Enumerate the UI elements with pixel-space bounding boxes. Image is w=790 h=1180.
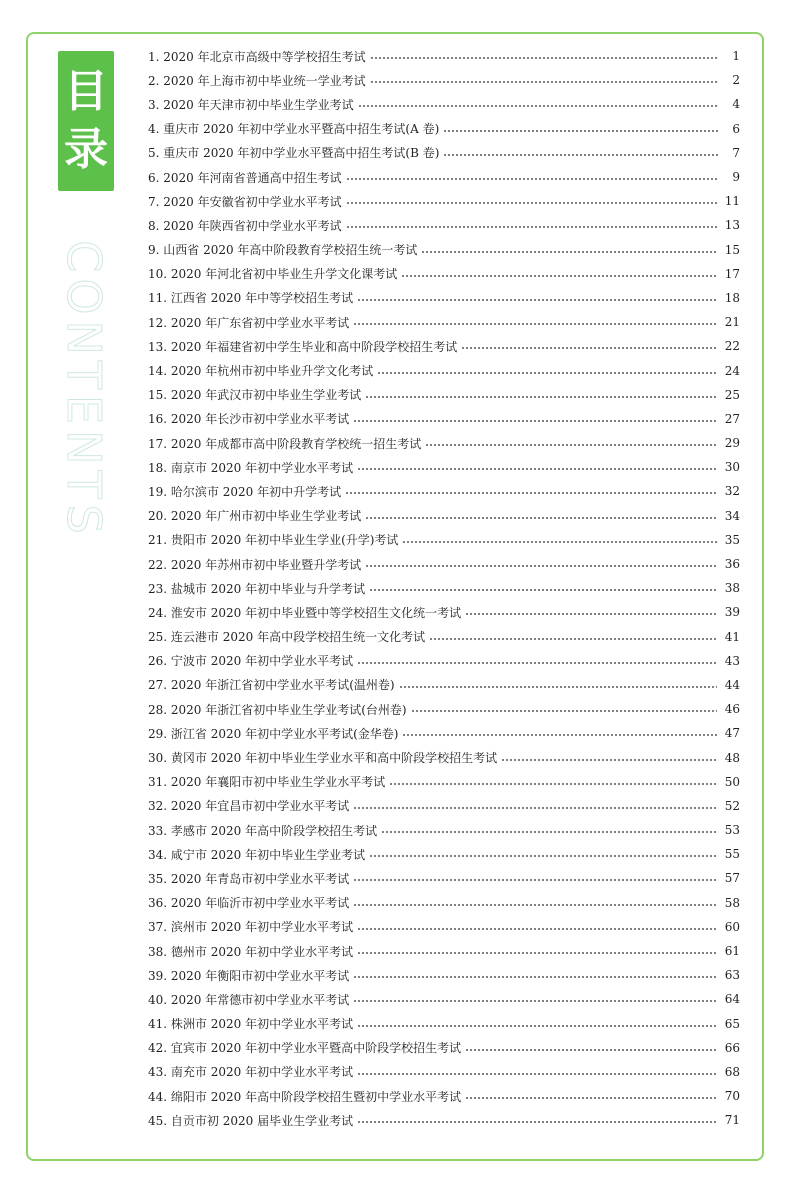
toc-entry[interactable] <box>148 576 740 600</box>
dot-leader <box>353 879 716 881</box>
dot-leader <box>465 613 717 615</box>
toc-entry-title: 18. 南京市 2020 年初中学业水平考试 <box>148 460 354 475</box>
toc-entry-page-number: 2 <box>732 73 740 88</box>
toc-entry[interactable] <box>148 600 740 624</box>
toc-entry-title: 28. 2020 年浙江省初中毕业生学业考试(台州卷) <box>148 702 407 717</box>
dot-leader <box>357 1025 717 1027</box>
toc-entry-title: 27. 2020 年浙江省初中学业水平考试(温州卷) <box>148 678 395 693</box>
toc-entry-page-number: 32 <box>724 484 740 499</box>
toc-entry-title: 5. 重庆市 2020 年初中学业水平暨高中招生考试(B 卷) <box>148 146 440 161</box>
toc-entry-page-number: 47 <box>724 726 740 741</box>
toc-entry[interactable] <box>148 1036 740 1060</box>
toc-entry[interactable] <box>148 963 740 987</box>
toc-entry[interactable] <box>148 1060 740 1084</box>
toc-entry-page-number: 18 <box>724 290 740 305</box>
toc-entry-page-number: 63 <box>724 968 740 983</box>
toc-entry-title: 14. 2020 年杭州市初中毕业升学文化考试 <box>148 364 374 379</box>
toc-entry-title: 42. 宜宾市 2020 年初中学业水平暨高中阶段学校招生考试 <box>148 1041 462 1056</box>
toc-entry-title: 44. 绵阳市 2020 年高中阶段学校招生暨初中学业水平考试 <box>148 1089 462 1104</box>
toc-title-char-1: 目 <box>64 66 108 117</box>
toc-entry-title: 19. 哈尔滨市 2020 年初中升学考试 <box>148 484 342 499</box>
toc-entry-title: 30. 黄冈市 2020 年初中毕业生学业水平和高中阶段学校招生考试 <box>148 751 498 766</box>
toc-entry[interactable] <box>148 770 740 794</box>
toc-entry[interactable] <box>148 141 740 165</box>
toc-entry-page-number: 9 <box>732 170 740 185</box>
toc-entry[interactable] <box>148 262 740 286</box>
dot-leader <box>402 541 716 543</box>
toc-entry-page-number: 30 <box>724 460 740 475</box>
dot-leader <box>370 81 718 83</box>
toc-entry[interactable] <box>148 310 740 334</box>
dot-leader <box>346 202 717 204</box>
toc-entry-page-number: 57 <box>724 871 740 886</box>
toc-entry-title: 7. 2020 年安徽省初中学业水平考试 <box>148 194 342 209</box>
toc-entry-title: 16. 2020 年长沙市初中学业水平考试 <box>148 412 350 427</box>
toc-entry-title: 40. 2020 年常德市初中学业水平考试 <box>148 992 350 1007</box>
toc-entry-page-number: 65 <box>724 1016 740 1031</box>
toc-entry-title: 23. 盐城市 2020 年初中毕业与升学考试 <box>148 581 366 596</box>
toc-entry-page-number: 61 <box>724 944 740 959</box>
toc-entry-page-number: 17 <box>724 266 740 281</box>
toc-entry-title: 39. 2020 年衡阳市初中学业水平考试 <box>148 968 350 983</box>
toc-entry[interactable] <box>148 213 740 237</box>
toc-entry-page-number: 38 <box>724 581 740 596</box>
toc-entry[interactable] <box>148 383 740 407</box>
toc-entry[interactable] <box>148 673 740 697</box>
toc-entry[interactable] <box>148 1084 740 1108</box>
toc-entry-page-number: 46 <box>724 702 740 717</box>
toc-entry[interactable] <box>148 189 740 213</box>
contents-watermark-text: CONTENTS <box>57 240 111 540</box>
toc-entry[interactable] <box>148 721 740 745</box>
toc-entry-page-number: 13 <box>724 218 740 233</box>
toc-entry-title: 37. 滨州市 2020 年初中学业水平考试 <box>148 920 354 935</box>
toc-entry[interactable] <box>148 479 740 503</box>
toc-entry-page-number: 29 <box>724 436 740 451</box>
toc-entry-title: 25. 连云港市 2020 年高中段学校招生统一文化考试 <box>148 630 426 645</box>
dot-leader <box>365 396 716 398</box>
dot-leader <box>377 372 716 374</box>
dot-leader <box>353 1000 716 1002</box>
toc-entry-title: 34. 咸宁市 2020 年初中毕业生学业考试 <box>148 847 366 862</box>
dot-leader <box>443 154 718 156</box>
toc-entry-page-number: 66 <box>724 1040 740 1055</box>
toc-entry-title: 6. 2020 年河南省普通高中招生考试 <box>148 170 342 185</box>
dot-leader <box>465 1097 717 1099</box>
toc-entry-page-number: 36 <box>724 557 740 572</box>
toc-title-block <box>58 51 114 191</box>
toc-entry-page-number: 64 <box>724 992 740 1007</box>
dot-leader <box>465 1049 717 1051</box>
toc-entry-title: 9. 山西省 2020 年高中阶段教育学校招生统一考试 <box>148 243 418 258</box>
toc-entry-page-number: 21 <box>724 315 740 330</box>
toc-entry[interactable] <box>148 358 740 382</box>
toc-entry-title: 22. 2020 年苏州市初中毕业暨升学考试 <box>148 557 362 572</box>
toc-entry[interactable] <box>148 334 740 358</box>
toc-entry-page-number: 22 <box>724 339 740 354</box>
dot-leader <box>369 589 717 591</box>
toc-entry[interactable] <box>148 891 740 915</box>
toc-entry-page-number: 6 <box>732 121 740 136</box>
dot-leader <box>353 904 716 906</box>
toc-entry-page-number: 48 <box>724 750 740 765</box>
toc-entry-title: 8. 2020 年陕西省初中学业水平考试 <box>148 218 342 233</box>
toc-entry-page-number: 41 <box>724 629 740 644</box>
toc-entry[interactable] <box>148 431 740 455</box>
dot-leader <box>365 517 716 519</box>
dot-leader <box>370 57 718 59</box>
toc-entry-page-number: 15 <box>724 242 740 257</box>
dot-leader <box>501 759 717 761</box>
toc-entry-title: 43. 南充市 2020 年初中学业水平考试 <box>148 1065 354 1080</box>
dot-leader <box>357 952 717 954</box>
toc-entry[interactable] <box>148 939 740 963</box>
toc-entry[interactable] <box>148 745 740 769</box>
toc-entry-title: 38. 德州市 2020 年初中学业水平考试 <box>148 944 354 959</box>
toc-entry[interactable] <box>148 697 740 721</box>
toc-entry-title: 11. 江西省 2020 年中等学校招生考试 <box>148 291 354 306</box>
dot-leader <box>369 855 717 857</box>
toc-entry[interactable] <box>148 818 740 842</box>
dot-leader <box>353 807 716 809</box>
toc-entry-title: 17. 2020 年成都市高中阶段教育学校统一招生考试 <box>148 436 422 451</box>
toc-entry-page-number: 71 <box>724 1113 740 1128</box>
dot-leader <box>353 323 716 325</box>
toc-entry-title: 33. 孝感市 2020 年高中阶段学校招生考试 <box>148 823 378 838</box>
toc-entry-title: 21. 贵阳市 2020 年初中毕业生学业(升学)考试 <box>148 533 399 548</box>
toc-entry[interactable] <box>148 117 740 141</box>
dot-leader <box>429 638 717 640</box>
dot-leader <box>357 1121 717 1123</box>
dot-leader <box>461 347 716 349</box>
dot-leader <box>357 468 717 470</box>
toc-entry[interactable] <box>148 455 740 479</box>
toc-entry[interactable] <box>148 552 740 576</box>
toc-entry[interactable] <box>148 504 740 528</box>
toc-entry[interactable] <box>148 866 740 890</box>
toc-title-char-2: 录 <box>64 124 108 175</box>
toc-entry-page-number: 53 <box>724 823 740 838</box>
toc-entry-page-number: 55 <box>724 847 740 862</box>
dot-leader <box>402 734 716 736</box>
toc-entry-title: 4. 重庆市 2020 年初中学业水平暨高中招生考试(A 卷) <box>148 122 440 137</box>
toc-entry[interactable] <box>148 165 740 189</box>
toc-entry[interactable] <box>148 625 740 649</box>
dot-leader <box>421 251 716 253</box>
toc-entry[interactable] <box>148 44 740 68</box>
toc-entry-page-number: 24 <box>724 363 740 378</box>
toc-entry[interactable] <box>148 842 740 866</box>
dot-leader <box>357 299 717 301</box>
toc-entry-title: 36. 2020 年临沂市初中学业水平考试 <box>148 896 350 911</box>
toc-entry[interactable] <box>148 286 740 310</box>
toc-entry-page-number: 44 <box>724 677 740 692</box>
toc-entry-page-number: 43 <box>724 653 740 668</box>
toc-entry-title: 45. 自贡市初 2020 届毕业生学业考试 <box>148 1113 354 1128</box>
toc-entry-page-number: 52 <box>724 798 740 813</box>
toc-entry[interactable] <box>148 1012 740 1036</box>
dot-leader <box>381 831 717 833</box>
dot-leader <box>425 444 716 446</box>
toc-entry-title: 31. 2020 年襄阳市初中毕业生学业水平考试 <box>148 775 386 790</box>
toc-entry[interactable] <box>148 915 740 939</box>
toc-entry-page-number: 68 <box>724 1064 740 1079</box>
toc-entry-title: 10. 2020 年河北省初中毕业生升学文化课考试 <box>148 267 398 282</box>
toc-entry[interactable] <box>148 1108 740 1132</box>
toc-entry[interactable] <box>148 794 740 818</box>
toc-entry-title: 3. 2020 年天津市初中毕业生学业考试 <box>148 97 354 112</box>
toc-entry-title: 20. 2020 年广州市初中毕业生学业考试 <box>148 509 362 524</box>
toc-entry-page-number: 7 <box>732 145 740 160</box>
toc-entry-title: 29. 浙江省 2020 年初中学业水平考试(金华卷) <box>148 726 399 741</box>
toc-entry-title: 15. 2020 年武汉市初中毕业生学业考试 <box>148 388 362 403</box>
dot-leader <box>357 928 717 930</box>
toc-entry[interactable] <box>148 92 740 116</box>
toc-entry-page-number: 35 <box>724 532 740 547</box>
dot-leader <box>346 226 717 228</box>
toc-entry-title: 12. 2020 年广东省初中学业水平考试 <box>148 315 350 330</box>
toc-entry[interactable] <box>148 987 740 1011</box>
toc-entry-page-number: 11 <box>724 194 740 209</box>
dot-leader <box>411 710 717 712</box>
toc-entry-page-number: 70 <box>724 1089 740 1104</box>
toc-entry[interactable] <box>148 68 740 92</box>
toc-entry-page-number: 4 <box>732 97 740 112</box>
dot-leader <box>389 783 716 785</box>
toc-entry-title: 2. 2020 年上海市初中毕业统一学业考试 <box>148 73 366 88</box>
toc-entry-title: 26. 宁波市 2020 年初中学业水平考试 <box>148 654 354 669</box>
toc-entry[interactable] <box>148 649 740 673</box>
toc-entry-page-number: 27 <box>724 411 740 426</box>
toc-entry-title: 41. 株洲市 2020 年初中学业水平考试 <box>148 1017 354 1032</box>
toc-entry-page-number: 50 <box>724 774 740 789</box>
dot-leader <box>443 130 718 132</box>
toc-entry-title: 32. 2020 年宜昌市初中学业水平考试 <box>148 799 350 814</box>
toc-entry-page-number: 39 <box>724 605 740 620</box>
toc-entry-page-number: 1 <box>732 49 740 64</box>
toc-entry-title: 24. 淮安市 2020 年初中毕业暨中等学校招生文化统一考试 <box>148 605 462 620</box>
dot-leader <box>401 275 716 277</box>
dot-leader <box>399 686 717 688</box>
toc-entry[interactable] <box>148 238 740 262</box>
toc-entry-page-number: 58 <box>724 895 740 910</box>
toc-entry-page-number: 34 <box>724 508 740 523</box>
dot-leader <box>353 420 716 422</box>
dot-leader <box>358 105 718 107</box>
toc-entry-page-number: 60 <box>724 919 740 934</box>
toc-entry[interactable] <box>148 528 740 552</box>
toc-entry-title: 13. 2020 年福建省初中学生毕业和高中阶段学校招生考试 <box>148 339 458 354</box>
toc-entry-title: 35. 2020 年青岛市初中学业水平考试 <box>148 871 350 886</box>
dot-leader <box>357 1073 717 1075</box>
toc-entry-title: 1. 2020 年北京市高级中等学校招生考试 <box>148 49 366 64</box>
dot-leader <box>345 492 717 494</box>
dot-leader <box>365 565 716 567</box>
toc-entry[interactable] <box>148 407 740 431</box>
dot-leader <box>353 976 716 978</box>
dot-leader <box>346 178 718 180</box>
dot-leader <box>357 662 717 664</box>
toc-entry-page-number: 25 <box>724 387 740 402</box>
table-of-contents <box>148 44 740 1132</box>
